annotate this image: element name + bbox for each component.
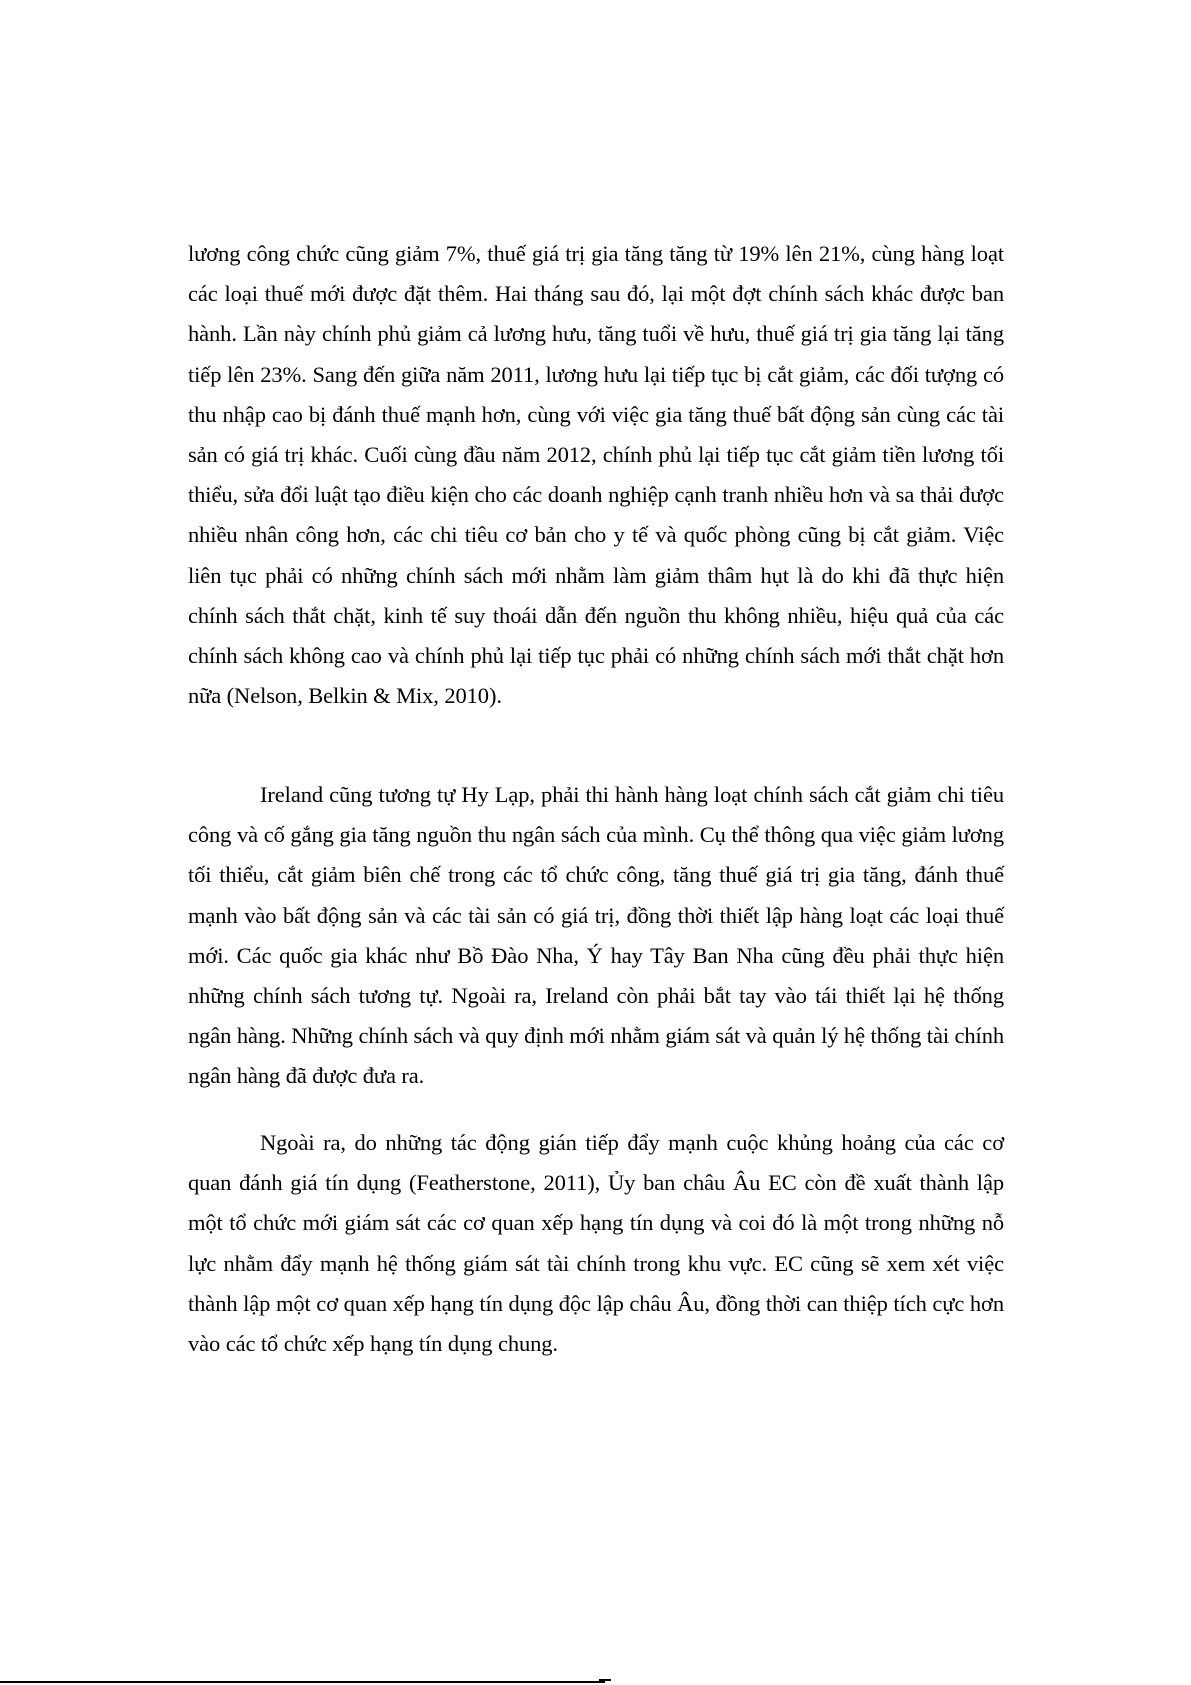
body-paragraph-3: Ngoài ra, do những tác động gián tiếp đẩy mạnh cuộc khủng hoảng của các cơ quan đánh giá tín dụng (Featherstone, 2011), Ủy ban châu Âu EC còn đề xuất thành lập một tổ chức mới giám sát các cơ quan xếp hạng tín dụng và coi đó là một trong những nỗ lực nhằm đẩy mạnh hệ thống giám sát tài chính trong khu vực. EC cũng sẽ xem xét việc thành lập một cơ quan xếp hạng tín dụng độc lập châu Âu, đồng thời can thiệp tích cực hơn vào các tổ chức xếp hạng tín dụng chung.: [188, 1130, 1004, 1357]
footer-divider-tick: [599, 1679, 611, 1681]
footer-divider: [0, 1681, 605, 1683]
body-paragraph-1: lương công chức cũng giảm 7%, thuế giá trị gia tăng tăng từ 19% lên 21%, cùng hàng loạt các loại thuế mới được đặt thêm. Hai tháng sau đó, lại một đợt chính sách khác được ban hành. Lần này chính phủ giảm cả lương hưu, tăng tuổi về hưu, thuế giá trị gia tăng lại tăng tiếp lên 23%. Sang đến giữa năm 2011, lương hưu lại tiếp tục bị cắt giảm, các đối tượng có thu nhập cao bị đánh thuế mạnh hơn, cùng với việc gia tăng thuế bất động sản cùng các tài sản có giá trị khác. Cuối cùng đầu năm 2012, chính phủ lại tiếp tục cắt giảm tiền lương tối thiểu, sửa đổi luật tạo điều kiện cho các doanh nghiệp cạnh tranh nhiều hơn và sa thải được nhiều nhân công hơn, các chi tiêu cơ bản cho y tế và quốc phòng cũng bị cắt giảm. Việc liên tục phải có những chính sách mới nhằm làm giảm thâm hụt là do khi đã thực hiện chính sách thắt chặt, kinh tế suy thoái dẫn đến nguồn thu không nhiều, hiệu quả của các chính sách không cao và chính phủ lại tiếp tục phải có những chính sách mới thắt chặt hơn nữa (Nelson, Belkin & Mix, 2010).: [188, 241, 1004, 709]
body-paragraph-2: Ireland cũng tương tự Hy Lạp, phải thi hành hàng loạt chính sách cắt giảm chi tiêu công và cố gắng gia tăng nguồn thu ngân sách của mình. Cụ thể thông qua việc giảm lương tối thiểu, cắt giảm biên chế trong các tổ chức công, tăng thuế giá trị gia tăng, đánh thuế mạnh vào bất động sản và các tài sản có giá trị, đồng thời thiết lập hàng loạt các loại thuế mới. Các quốc gia khác như Bồ Đào Nha, Ý hay Tây Ban Nha cũng đều phải thực hiện những chính sách tương tự. Ngoài ra, Ireland còn phải bắt tay vào tái thiết lại hệ thống ngân hàng. Những chính sách và quy định mới nhằm giám sát và quản lý hệ thống tài chính ngân hàng đã được đưa ra.: [188, 782, 1004, 1089]
